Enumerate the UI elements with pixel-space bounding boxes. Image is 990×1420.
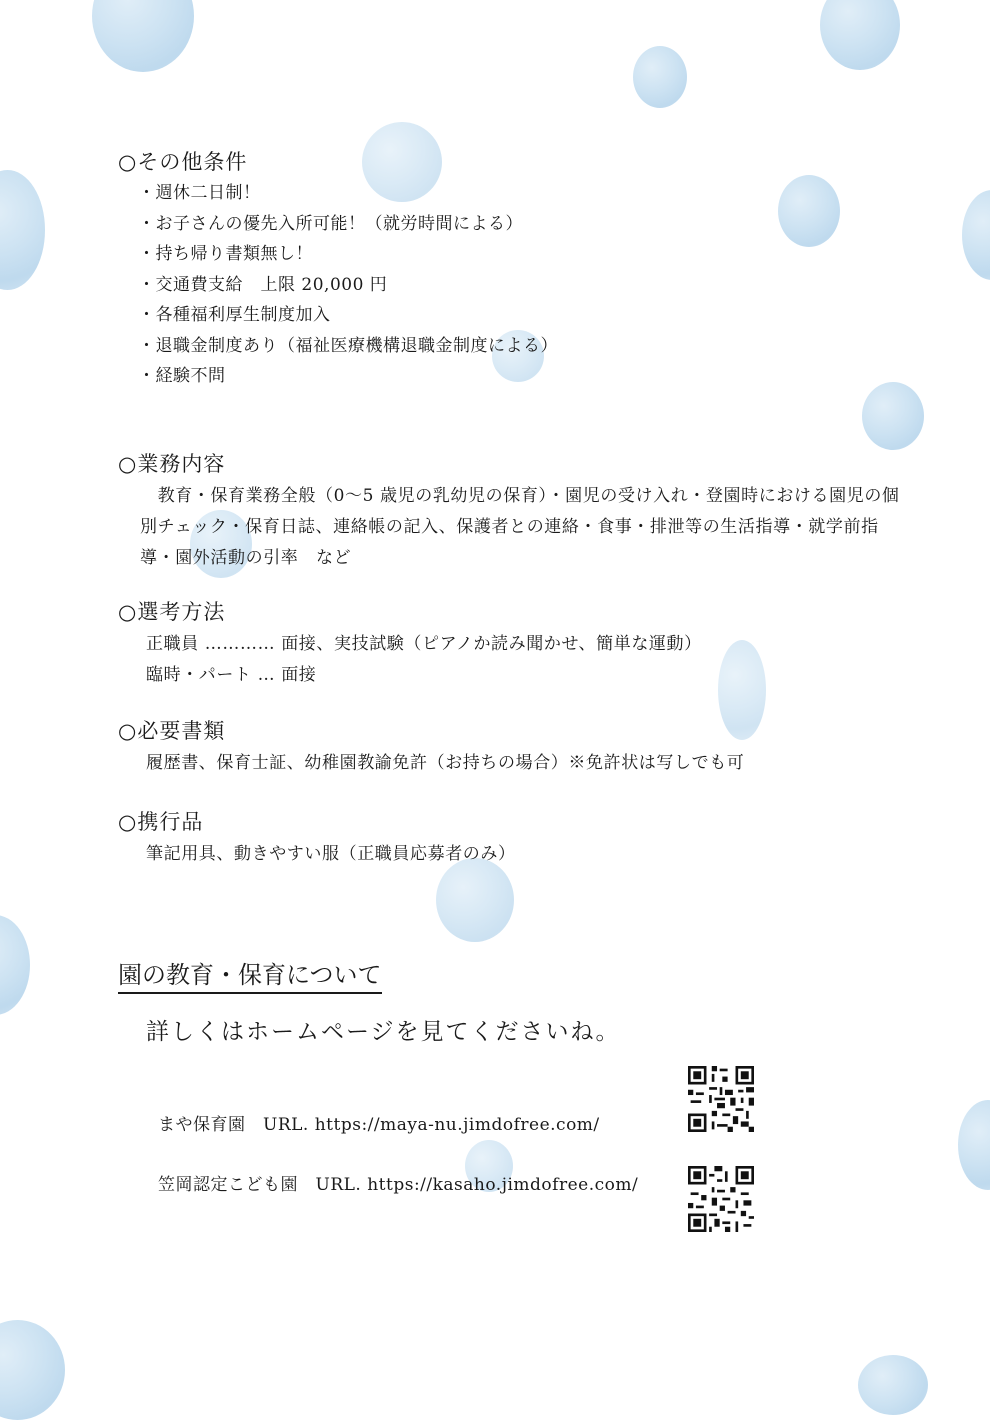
duties-section: [118, 450, 908, 574]
documents-text: 履歴書、保育士証、幼稚園教諭免許（お持ちの場合）※免許状は写しでも可: [146, 753, 745, 773]
section-heading: ○携行品: [118, 810, 204, 834]
duties-text: 教育・保育業務全般（0〜5 歳児の乳幼児の保育）・園児の受け入れ・登園時における園児の個別チェック・保育日誌、連絡帳の記入、保護者との連絡・食事・排泄等の生活指導・就学前指導・園外活動の引率 など: [140, 486, 900, 568]
about-title: 園の教育・保育について: [118, 955, 382, 994]
section-heading: ○必要書類: [118, 719, 226, 743]
section-heading: ○業務内容: [118, 452, 226, 476]
kasaho-url-link[interactable]: 笠岡認定こども園 URL. https://kasaho.jimdofree.com/: [158, 1175, 639, 1195]
maya-url-link[interactable]: まや保育園 URL. https://maya-nu.jimdofree.com/: [158, 1115, 600, 1135]
section-heading: ○その他条件: [118, 150, 248, 174]
belongings-text: 筆記用具、動きやすい服（正職員応募者のみ）: [146, 844, 516, 864]
qr-code-icon[interactable]: [688, 1066, 754, 1132]
list-item: ・各種福利厚生制度加入: [138, 305, 331, 325]
list-item: ・持ち帰り書類無し！: [138, 244, 313, 264]
other-conditions-section: [118, 148, 558, 392]
qr-code-icon[interactable]: [688, 1166, 754, 1232]
section-heading: ○選考方法: [118, 600, 226, 624]
documents-section: [118, 717, 936, 779]
belongings-section: [118, 808, 936, 870]
list-item: ・お子さんの優先入所可能！（就労時間による）: [138, 213, 523, 234]
list-item: ・交通費支給 上限 20,000 円: [138, 274, 388, 295]
selection-line: 臨時・パート … 面接: [146, 665, 317, 685]
about-body: 詳しくはホームページを見てくださいね。: [146, 1019, 621, 1045]
selection-line: 正職員 ………… 面接、実技試験（ピアノか読み聞かせ、簡単な運動）: [146, 634, 702, 654]
selection-section: [118, 598, 936, 691]
list-item: ・経験不問: [138, 366, 226, 386]
list-item: ・週休二日制！: [138, 183, 261, 203]
list-item: ・退職金制度あり（福祉医療機構退職金制度による）: [138, 335, 558, 356]
